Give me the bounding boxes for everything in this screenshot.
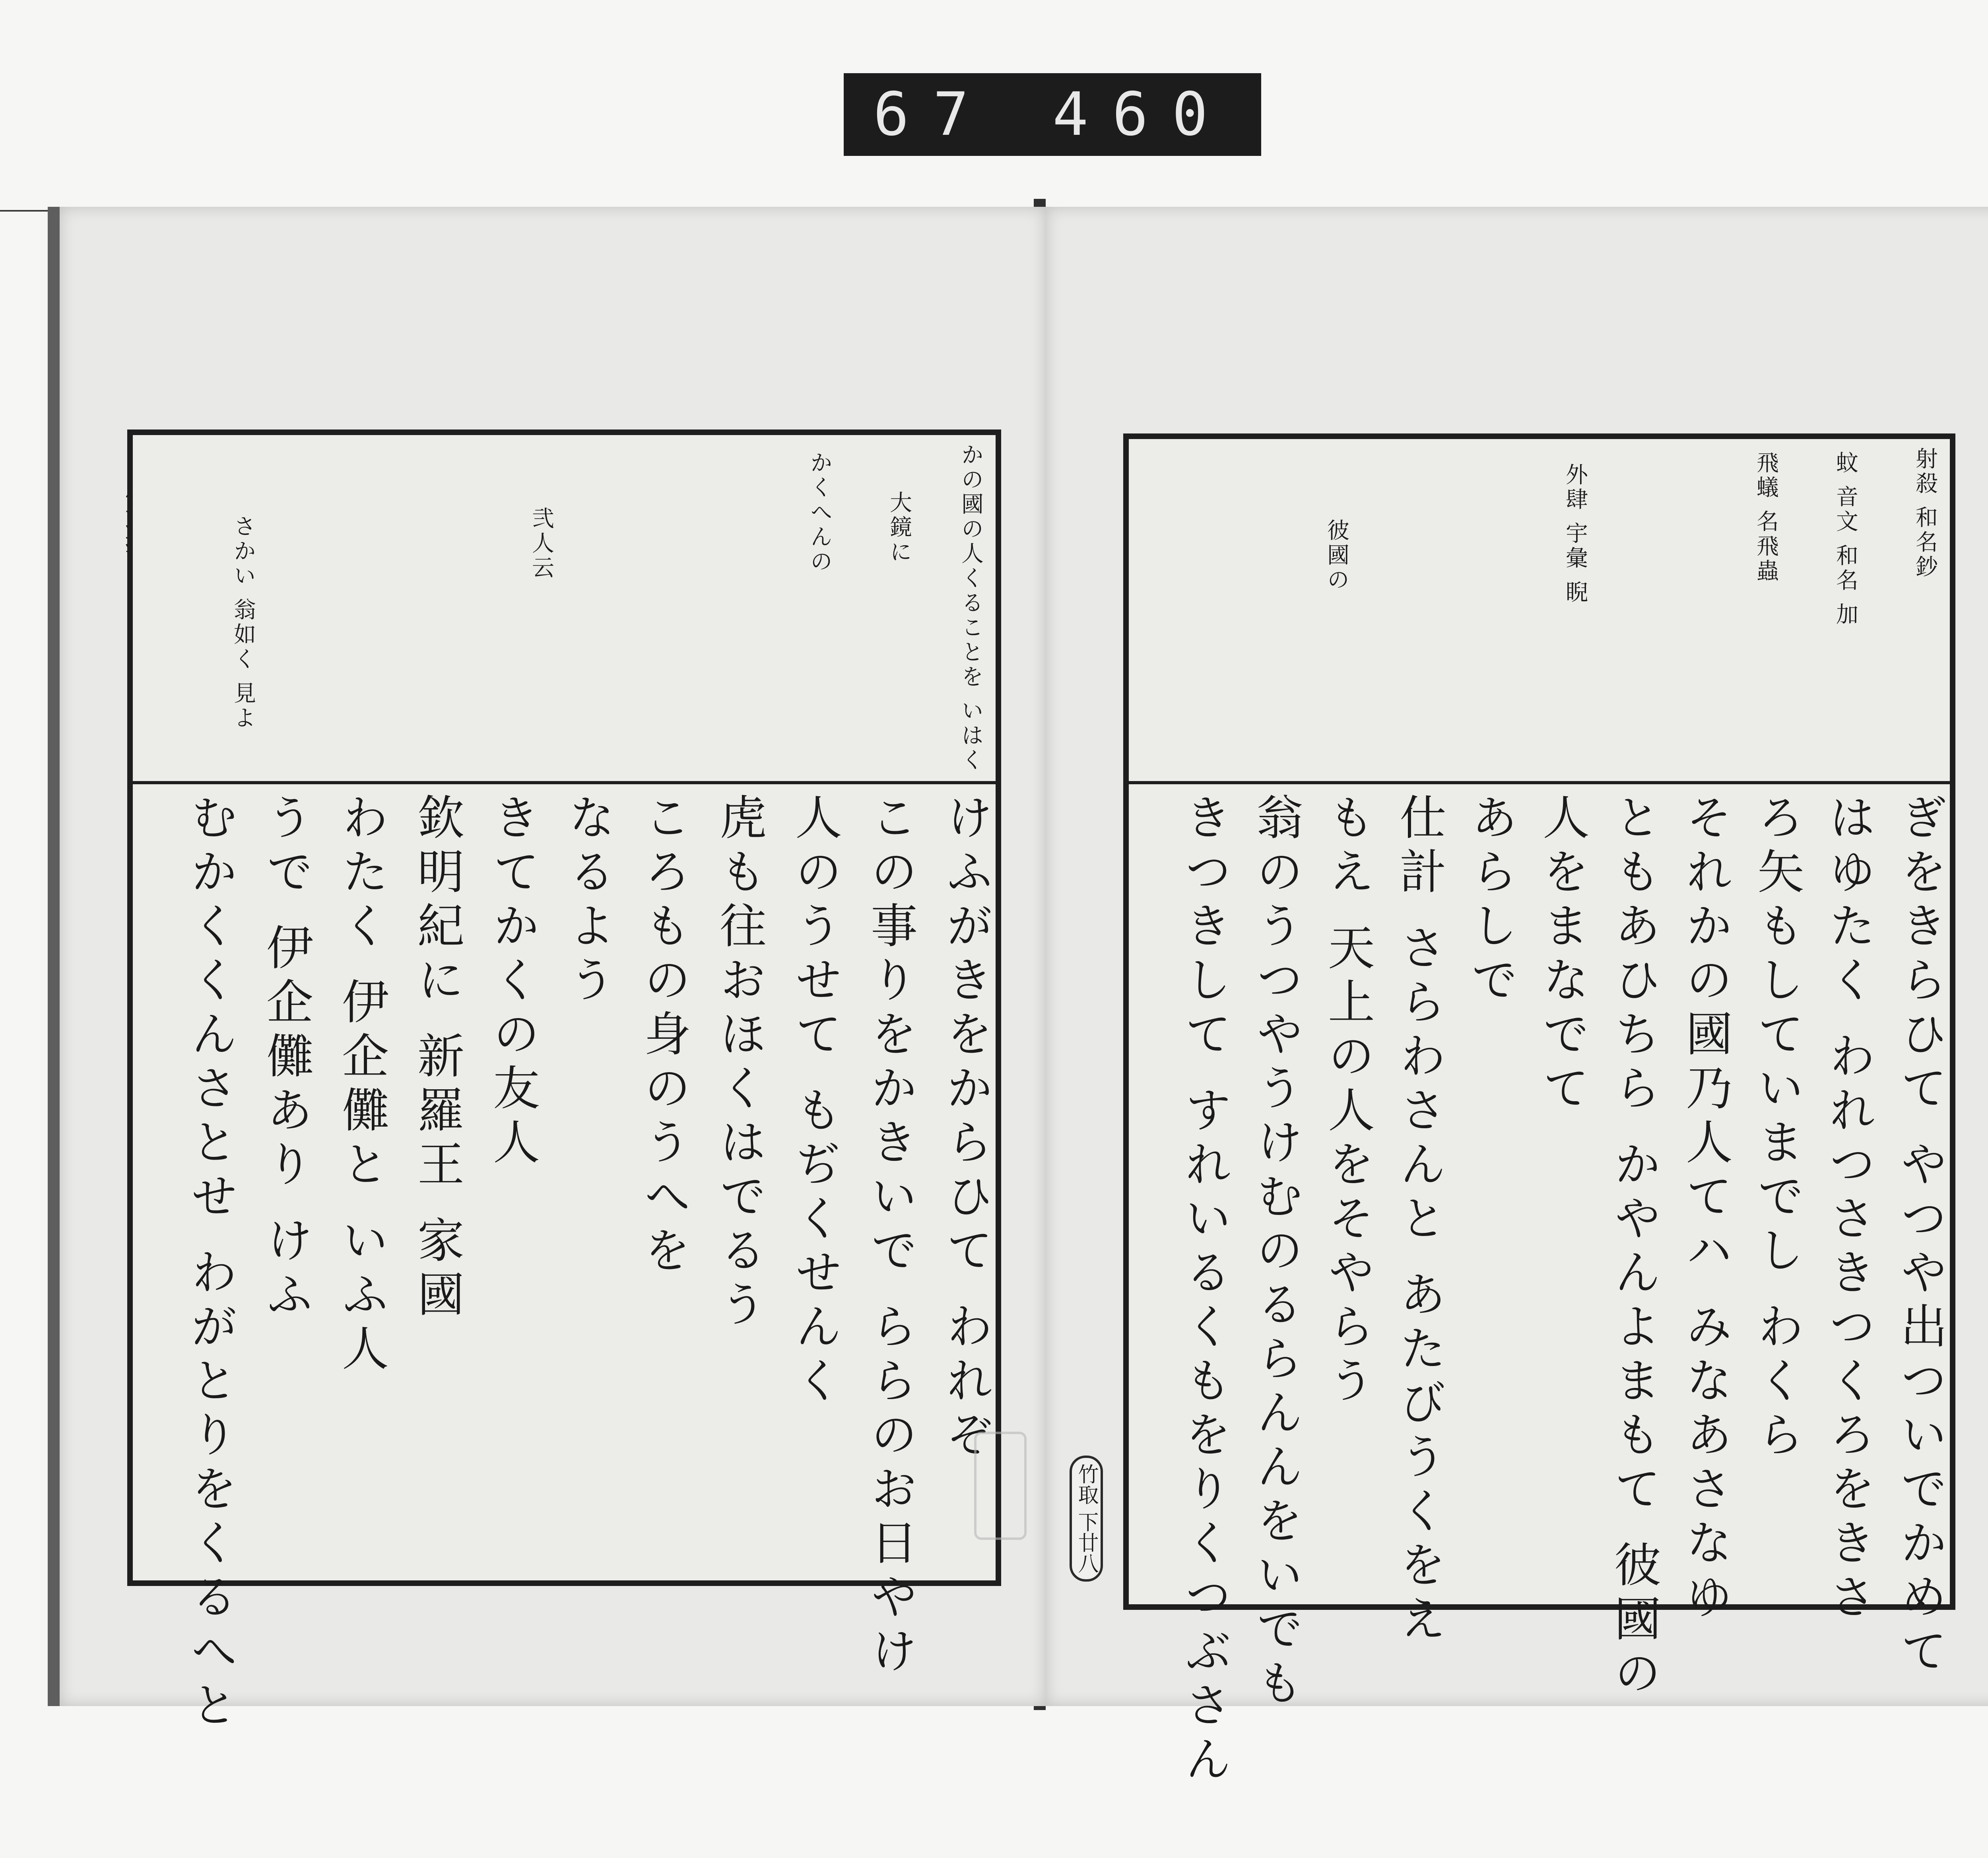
right-main-line: 仕計 さらわさんと あたびうくをえ xyxy=(1392,793,1446,1649)
left-main-line: 人のうせて もぢくせんく xyxy=(787,793,842,1410)
right-main-line: あらしで xyxy=(1463,793,1518,1009)
right-divider xyxy=(1129,781,1950,784)
left-main-line: むかくくんさとせ わがとりをくるへと xyxy=(183,793,238,1735)
left-main-line: ころもの身のうへを xyxy=(636,793,691,1280)
right-main-line: もえ 天上の人をそやらう xyxy=(1320,793,1375,1410)
right-note-line: 飛蟻 名飛蟲 xyxy=(1753,451,1779,584)
right-main-line: ともあひちら かやんよまもて 彼國の xyxy=(1606,793,1661,1703)
left-main-line: けふがきをからひて われぞ xyxy=(938,793,993,1464)
open-book xyxy=(48,199,1988,1789)
right-main-line: 翁のうつやうけむのるらんんをいでも xyxy=(1248,793,1303,1712)
right-note-line: 外肆 宇彙 睨 xyxy=(1562,463,1588,605)
right-note-line: 射殺 和名鈔 xyxy=(1912,447,1938,580)
left-main-line: うで 伊企儺あり けふ xyxy=(258,793,313,1324)
left-note-line: かくへんの xyxy=(807,451,833,574)
right-note-line: 彼國の xyxy=(1324,519,1349,593)
catalog-number-tag: 67 460 xyxy=(844,73,1261,156)
left-divider xyxy=(133,781,996,784)
right-main-line: ろ矢もしていまでし わくら xyxy=(1749,793,1804,1464)
left-note-line: 弐人云 xyxy=(528,507,554,581)
left-main-line: 虎も往おほくはでるう xyxy=(712,793,767,1334)
left-main-line: きてかくの友人 xyxy=(485,793,540,1172)
left-page xyxy=(48,207,1046,1735)
left-main-line: 欽明紀に 新羅王 家國 xyxy=(410,793,464,1324)
left-note-line: かの國の人くることを いはく xyxy=(958,443,984,773)
left-note-line: さかい 翁如く 見よ xyxy=(230,515,256,731)
left-main-line: この事りをかきいで ららのお日やけ xyxy=(863,793,918,1681)
faint-seal-stamp xyxy=(974,1432,1027,1540)
right-main-line: はゆたく われつさきつくろをきさ xyxy=(1821,793,1876,1627)
right-text-frame xyxy=(1123,433,1955,1789)
left-main-line: なるよう xyxy=(561,793,615,1009)
left-note-line: 大鏡に xyxy=(886,491,912,565)
right-page xyxy=(1046,207,1988,1789)
right-main-line: きつきして すれいるくもをりくつぶさん xyxy=(1177,793,1232,1789)
page-tab-label: 竹取 下廿八 xyxy=(1070,1456,1103,1582)
left-main-line: わたく 伊企儺と いふ人 xyxy=(334,793,389,1378)
right-main-line: それかの國乃人てハ みなあさなゆ xyxy=(1678,793,1733,1627)
left-text-frame xyxy=(127,430,1001,1735)
right-main-line: ぎをきらひて やつや出ついでかめて xyxy=(1893,793,1947,1681)
right-note-line: 蚊 音文 和名 加 xyxy=(1833,451,1858,628)
right-main-line: 人をまなでて xyxy=(1535,793,1590,1118)
